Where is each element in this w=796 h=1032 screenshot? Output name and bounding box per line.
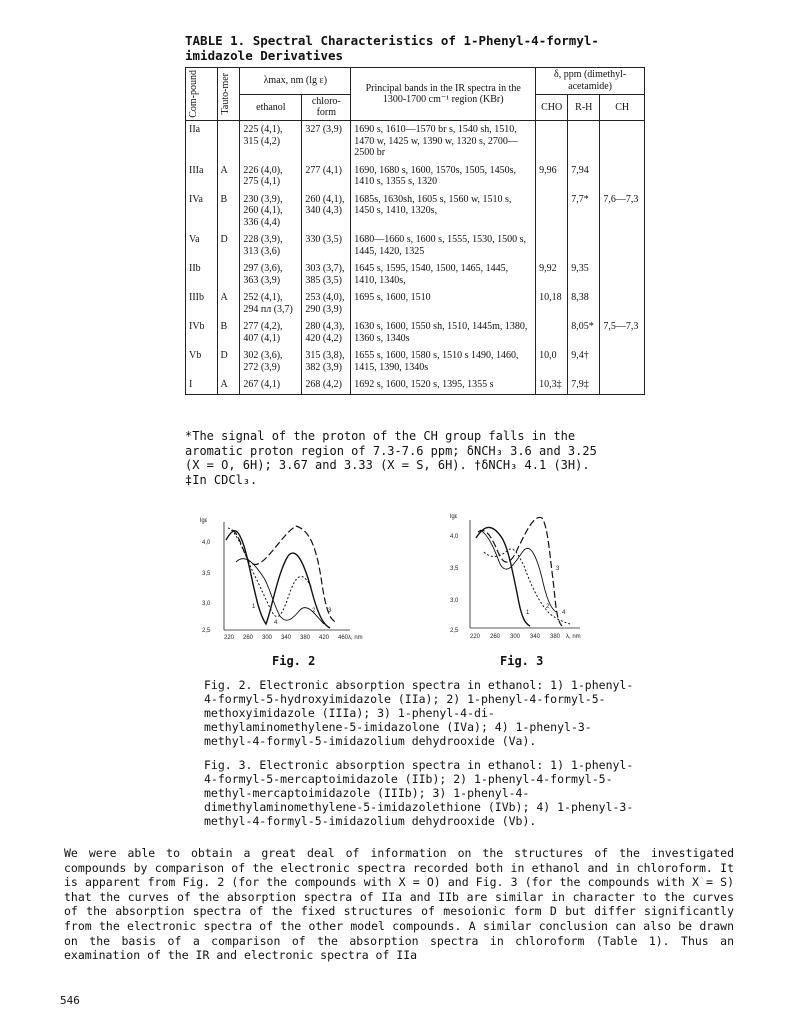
cell-rh: 9,4† — [568, 347, 600, 376]
cell-ir: 1645 s, 1595, 1540, 1500, 1465, 1445, 1410, 1340s, — [351, 260, 536, 289]
table-row — [186, 289, 645, 318]
fig3-xtick: 380 — [550, 634, 561, 640]
fig3-xunit: λ, nm — [566, 634, 581, 640]
footnote-line: aromatic proton region of 7.3-7.6 ppm; δNCH₃ 3.6 and 3.25 — [185, 443, 597, 458]
cell-rh: 9,35 — [568, 260, 600, 289]
fig3-curve-label: 2 — [546, 604, 550, 610]
cell-cho — [536, 318, 568, 347]
fig2-ytick: 4,0 — [202, 540, 211, 546]
table-body — [186, 121, 645, 395]
cell-ethanol: 277 (4,2), 407 (4,1) — [240, 318, 302, 347]
fig3-curve-label: 3 — [556, 566, 560, 572]
fig3-ytick: 4,0 — [450, 534, 459, 540]
cell-compound: IVa — [186, 191, 218, 232]
fig3-ylabel: lgε — [450, 514, 458, 520]
header-chloroform: chloro-form — [302, 94, 351, 121]
fig2-curve-label: 3 — [328, 608, 332, 614]
cell-ch — [600, 231, 645, 260]
fig3-caption: Fig. 3. Electronic absorption spectra in ethanol: 1) 1-phenyl-4-formyl-5-mercaptoimidazole (IIb); 2) 1-phenyl-4-formyl-5-methyl-mercaptoimidazole (IIIb); 3) 1-phenyl-4-dimethylaminomethylene-5-imidazolethione (IVb); 4) 1-phenyl-3-methyl-4-formyl-5-imidazolium dehydrooxide (Vb). — [204, 758, 634, 828]
table-row — [186, 318, 645, 347]
cell-chloroform: 277 (4,1) — [302, 162, 351, 191]
cell-ethanol: 226 (4,0), 275 (4,1) — [240, 162, 302, 191]
header-rh: R-H — [568, 94, 600, 121]
cell-ethanol: 302 (3,6), 272 (3,9) — [240, 347, 302, 376]
fig2-xtick: 260 — [243, 635, 254, 641]
fig2-curve-3 — [232, 526, 336, 622]
cell-ch — [600, 289, 645, 318]
cell-ch — [600, 162, 645, 191]
cell-tautomer: A — [217, 162, 240, 191]
cell-rh: 8,38 — [568, 289, 600, 318]
table-row — [186, 121, 645, 162]
table-row — [186, 347, 645, 376]
cell-tautomer: B — [217, 318, 240, 347]
cell-tautomer: A — [217, 289, 240, 318]
cell-tautomer: D — [217, 347, 240, 376]
header-ch: CH — [600, 94, 645, 121]
cell-rh: 7,7* — [568, 191, 600, 232]
cell-ch — [600, 260, 645, 289]
table-row — [186, 191, 645, 232]
footnote-line: (X = O, 6H); 3.67 and 3.33 (X = S, 6H). †δNCH₃ 4.1 (3H). — [185, 458, 590, 472]
fig2-ytick: 3,0 — [202, 601, 211, 607]
cell-chloroform: 280 (4,3), 420 (4,2) — [302, 318, 351, 347]
cell-cho: 10,18 — [536, 289, 568, 318]
cell-ir: 1690, 1680 s, 1600, 1570s, 1505, 1450s, 1410 s, 1355 s, 1320 — [351, 162, 536, 191]
table-row — [186, 260, 645, 289]
fig3-label: Fig. 3 — [500, 654, 544, 668]
cell-rh — [568, 231, 600, 260]
cell-rh — [568, 121, 600, 162]
spectral-table — [185, 67, 645, 395]
cell-ir: 1680—1660 s, 1600 s, 1555, 1530, 1500 s, 1445, 1420, 1325 — [351, 231, 536, 260]
table-row — [186, 162, 645, 191]
cell-tautomer: B — [217, 191, 240, 232]
fig3-curve-label: 1 — [526, 610, 530, 616]
table-header — [186, 68, 645, 121]
fig2-curve-label: 4 — [274, 620, 278, 626]
header-ir: Principal bands in the IR spectra in the 1300-1700 cm⁻¹ region (KBr) — [351, 68, 536, 121]
cell-cho: 10,3‡ — [536, 376, 568, 394]
cell-chloroform: 315 (3,8), 382 (3,9) — [302, 347, 351, 376]
fig2-ylabel: lgε — [200, 518, 208, 524]
fig3-xtick: 340 — [530, 634, 541, 640]
fig2-label: Fig. 2 — [272, 654, 316, 668]
fig2-ytick: 2,5 — [202, 628, 211, 634]
table-row — [186, 231, 645, 260]
cell-ch — [600, 347, 645, 376]
fig2-ytick: 3,5 — [202, 571, 211, 577]
page-number: 546 — [60, 994, 80, 1007]
cell-rh: 7,94 — [568, 162, 600, 191]
cell-ethanol: 228 (3,9), 313 (3,6) — [240, 231, 302, 260]
body-paragraph: We were able to obtain a great deal of information on the structures of the investigated compounds by comparison of the electronic spectra recorded both in ethanol and in chloroform. It is apparent from Fig. 2 (for the compounds with X = O) and Fig. 3 (for the compounds with X = S) that the curves of the absorption spectra of IIa and IIb are similar in character to the curves of the absorption spectra of the fixed structures of mesoionic form D but differ significantly from the electronic spectra of the other model compounds. A similar conclusion can also be drawn on the basis of a comparison of the absorption spectra in chloroform (Table 1). Thus an examination of the IR and electronic spectra of IIa — [64, 846, 734, 963]
cell-compound: IIb — [186, 260, 218, 289]
cell-rh: 7,9‡ — [568, 376, 600, 394]
cell-compound: IIIa — [186, 162, 218, 191]
cell-cho — [536, 231, 568, 260]
fig2-xtick: 220 — [224, 635, 235, 641]
cell-compound: Vb — [186, 347, 218, 376]
header-tautomer — [217, 68, 240, 121]
header-cho: CHO — [536, 94, 568, 121]
cell-compound: IIa — [186, 121, 218, 162]
fig3-ytick: 3,5 — [450, 566, 459, 572]
header-ethanol: ethanol — [240, 94, 302, 121]
cell-chloroform: 260 (4,1), 340 (4,3) — [302, 191, 351, 232]
cell-compound: IVb — [186, 318, 218, 347]
fig3-xtick: 260 — [490, 634, 501, 640]
footnote-line: *The signal of the proton of the CH group falls in the — [185, 429, 576, 443]
cell-cho: 9,92 — [536, 260, 568, 289]
cell-ir: 1685s, 1630sh, 1605 s, 1560 w, 1510 s, 1450 s, 1410, 1320s, — [351, 191, 536, 232]
cell-ch — [600, 376, 645, 394]
fig2-xtick: 460 — [338, 635, 349, 641]
cell-chloroform: 327 (3,9) — [302, 121, 351, 162]
cell-ch — [600, 121, 645, 162]
fig2-xunit: λ, nm — [348, 635, 363, 641]
cell-ir: 1655 s, 1600, 1580 s, 1510 s 1490, 1460, 1415, 1390, 1340s — [351, 347, 536, 376]
fig2-xtick: 300 — [262, 635, 273, 641]
fig2-xtick: 420 — [319, 635, 330, 641]
cell-ch: 7,6—7,3 — [600, 191, 645, 232]
fig2-caption: Fig. 2. Electronic absorption spectra in ethanol: 1) 1-phenyl-4-formyl-5-hydroxyimidazole (IIa); 2) 1-phenyl-4-formyl-5-methoxyimidazole (IIIa); 3) 1-phenyl-4-di-methylaminomethylene-5-imidazolone (IVa); 4) 1-phenyl-3-methyl-4-formyl-5-imidazolium dehydrooxide (Va). — [204, 678, 634, 748]
cell-compound: I — [186, 376, 218, 394]
cell-cho — [536, 121, 568, 162]
cell-chloroform: 330 (3,5) — [302, 231, 351, 260]
cell-cho: 9,96 — [536, 162, 568, 191]
fig3-curve-label: 4 — [562, 610, 566, 616]
fig2-xtick: 340 — [281, 635, 292, 641]
cell-ch: 7,5—7,3 — [600, 318, 645, 347]
cell-tautomer: D — [217, 231, 240, 260]
cell-ethanol: 297 (3,6), 363 (3,9) — [240, 260, 302, 289]
cell-compound: IIIb — [186, 289, 218, 318]
fig3-curve-1 — [476, 527, 530, 626]
cell-cho: 10,0 — [536, 347, 568, 376]
footnote-line: ‡In CDCl₃. — [185, 472, 258, 487]
table-row — [186, 376, 645, 394]
fig2-curve-label: 1 — [252, 604, 256, 610]
fig3-xtick: 300 — [510, 634, 521, 640]
fig3-plot — [446, 508, 606, 652]
fig2-curve-label: 2 — [312, 608, 316, 614]
cell-ethanol: 230 (3,9), 260 (4,1), 336 (4,4) — [240, 191, 302, 232]
table-caption — [185, 33, 625, 63]
cell-chloroform: 253 (4,0), 290 (3,9) — [302, 289, 351, 318]
cell-ir: 1690 s, 1610—1570 br s, 1540 sh, 1510, 1470 w, 1425 w, 1390 w, 1320 s, 2700—2500 br — [351, 121, 536, 162]
cell-ethanol: 267 (4,1) — [240, 376, 302, 394]
cell-compound: Va — [186, 231, 218, 260]
header-tautomer-label: Tauto-mer — [219, 73, 231, 115]
fig2-plot — [200, 512, 370, 652]
header-delta: δ, ppm (dimethyl-acetamide) — [536, 68, 645, 95]
fig2-xtick: 380 — [300, 635, 311, 641]
cell-ethanol: 225 (4,1), 315 (4,2) — [240, 121, 302, 162]
cell-ethanol: 252 (4,1), 294 пл (3,7) — [240, 289, 302, 318]
cell-chloroform: 303 (3,7), 385 (3,5) — [302, 260, 351, 289]
cell-rh: 8,05* — [568, 318, 600, 347]
cell-ir: 1630 s, 1600, 1550 sh, 1510, 1445m, 1380, 1360 s, 1340s — [351, 318, 536, 347]
fig3-ytick: 3,0 — [450, 598, 459, 604]
cell-ir: 1695 s, 1600, 1510 — [351, 289, 536, 318]
cell-cho — [536, 191, 568, 232]
cell-ir: 1692 s, 1600, 1520 s, 1395, 1355 s — [351, 376, 536, 394]
header-compound-label: Com-pound — [188, 70, 199, 118]
table-caption-text: TABLE 1. Spectral Characteristics of 1-Phenyl-4-formyl-imidazole Derivatives — [185, 33, 599, 63]
fig3-ytick: 2,5 — [450, 628, 459, 634]
cell-tautomer: A — [217, 376, 240, 394]
table-footnotes — [185, 429, 625, 487]
fig3-xtick: 220 — [470, 634, 481, 640]
cell-chloroform: 268 (4,2) — [302, 376, 351, 394]
cell-tautomer — [217, 121, 240, 162]
cell-tautomer — [217, 260, 240, 289]
header-compound — [186, 68, 218, 121]
header-lambda: λmax, nm (lg ε) — [240, 68, 351, 95]
